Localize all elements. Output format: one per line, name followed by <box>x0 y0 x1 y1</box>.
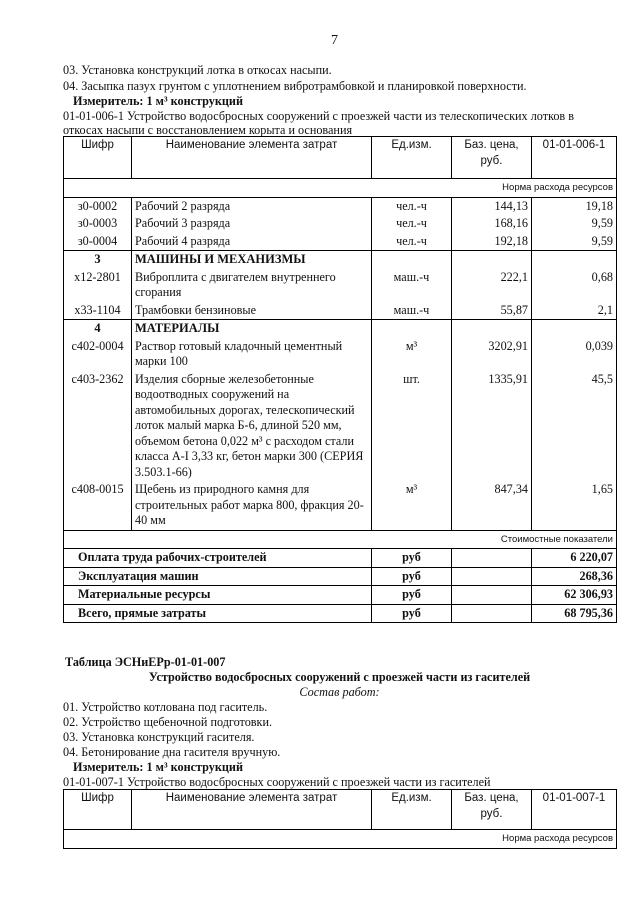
table-row <box>64 197 617 215</box>
item-title-line: 01-01-007-1 Устройство водосбросных сооружений с проезжей части из гасителей <box>63 775 491 789</box>
header-price: Баз. цена, руб. <box>452 137 532 179</box>
total-value: 6 220,07 <box>532 549 617 568</box>
name: Виброплита с двигателем внутреннего сгорания <box>132 269 372 302</box>
header-name: Наименование элемента затрат <box>132 790 372 830</box>
price: 168,16 <box>452 215 532 233</box>
measure-heading: Измеритель: 1 м³ конструкций <box>73 760 243 774</box>
price: 192,18 <box>452 233 532 251</box>
band-norm: Норма расхода ресурсов <box>64 179 617 198</box>
resource-table-2 <box>63 789 617 849</box>
norm: 19,18 <box>532 197 617 215</box>
total-value: 62 306,93 <box>532 586 617 605</box>
price: 144,13 <box>452 197 532 215</box>
header-code: Шифр <box>64 137 132 179</box>
header-norm-code: 01-01-006-1 <box>532 137 617 179</box>
intro-line: 03. Установка конструкций лотка в откосах насыпи. <box>63 63 332 77</box>
table-title: Устройство водосбросных сооружений с проезжей части из гасителей <box>148 670 531 684</box>
header-unit: Ед.изм. <box>372 790 452 830</box>
total-name: Материальные ресурсы <box>64 586 372 605</box>
work-item: 01. Устройство котлована под гаситель. <box>63 700 268 714</box>
norm: 1,65 <box>532 481 617 530</box>
price: 3202,91 <box>452 338 532 371</box>
unit: м³ <box>372 338 452 371</box>
header-price: Баз. цена, руб. <box>452 790 532 830</box>
name: Изделия сборные железобетонные водоотводных сооружений на автомобильных дорогах, телескопический лоток малый марка Б-6, длиной 520 мм, объемом бетона 0,022 м³ с расходом стали класса А-I 3,33 кг, бетон марки 300 (СЕРИЯ 3.503.1-66) <box>132 371 372 482</box>
total-row <box>64 567 617 586</box>
total-unit: руб <box>372 604 452 623</box>
header-name: Наименование элемента затрат <box>132 137 372 179</box>
measure-heading: Измеритель: 1 м³ конструкций <box>73 94 243 108</box>
total-row <box>64 549 617 568</box>
name: Трамбовки бензиновые <box>132 302 372 320</box>
name: Рабочий 2 разряда <box>132 197 372 215</box>
resource-table-1 <box>63 136 617 623</box>
header-norm-code: 01-01-007-1 <box>532 790 617 830</box>
unit: чел.-ч <box>372 233 452 251</box>
table-row <box>64 215 617 233</box>
code: з0-0003 <box>64 215 132 233</box>
unit: чел.-ч <box>372 215 452 233</box>
total-row <box>64 604 617 623</box>
table-row <box>64 269 617 302</box>
intro-line: 04. Засыпка пазух грунтом с уплотнением вибротрамбовкой и планировкой поверхности. <box>63 79 527 93</box>
table-caption: Таблица ЭСНиЕРр-01-01-007 <box>65 655 226 669</box>
unit: шт. <box>372 371 452 482</box>
code: с408-0015 <box>64 481 132 530</box>
code: х33-1104 <box>64 302 132 320</box>
section-title: МАШИНЫ И МЕХАНИЗМЫ <box>132 251 372 269</box>
norm: 9,59 <box>532 215 617 233</box>
section-number: 4 <box>64 320 132 338</box>
price: 222,1 <box>452 269 532 302</box>
code: х12-2801 <box>64 269 132 302</box>
total-unit: руб <box>372 567 452 586</box>
section-row <box>64 320 617 338</box>
unit: чел.-ч <box>372 197 452 215</box>
work-item: 04. Бетонирование дна гасителя вручную. <box>63 745 281 759</box>
table-row <box>64 233 617 251</box>
name: Щебень из природного камня для строительных работ марка 800, фракция 20-40 мм <box>132 481 372 530</box>
table-row <box>64 338 617 371</box>
table-row <box>64 371 617 482</box>
band-norm: Норма расхода ресурсов <box>64 830 617 849</box>
section-number: 3 <box>64 251 132 269</box>
section-title: МАТЕРИАЛЫ <box>132 320 372 338</box>
total-value: 68 795,36 <box>532 604 617 623</box>
total-name: Оплата труда рабочих-строителей <box>64 549 372 568</box>
unit: м³ <box>372 481 452 530</box>
unit: маш.-ч <box>372 302 452 320</box>
item-title-line: откосах насыпи с восстановлением корыта и основания <box>63 123 353 137</box>
total-row <box>64 586 617 605</box>
price: 847,34 <box>452 481 532 530</box>
price: 55,87 <box>452 302 532 320</box>
norm: 0,68 <box>532 269 617 302</box>
total-name: Эксплуатация машин <box>64 567 372 586</box>
section-row <box>64 251 617 269</box>
works-heading: Состав работ: <box>299 685 380 699</box>
norm: 2,1 <box>532 302 617 320</box>
header-unit: Ед.изм. <box>372 137 452 179</box>
unit: маш.-ч <box>372 269 452 302</box>
item-title-line: 01-01-006-1 Устройство водосбросных сооружений с проезжей части из телескопических лотков в <box>63 109 574 123</box>
work-item: 03. Установка конструкций гасителя. <box>63 730 255 744</box>
name: Рабочий 3 разряда <box>132 215 372 233</box>
price: 1335,91 <box>452 371 532 482</box>
code: з0-0002 <box>64 197 132 215</box>
norm: 9,59 <box>532 233 617 251</box>
page-number: 7 <box>331 33 338 48</box>
norm: 0,039 <box>532 338 617 371</box>
code: с403-2362 <box>64 371 132 482</box>
code: с402-0004 <box>64 338 132 371</box>
band-cost: Стоимостные показатели <box>64 530 617 549</box>
total-name: Всего, прямые затраты <box>64 604 372 623</box>
total-value: 268,36 <box>532 567 617 586</box>
total-unit: руб <box>372 586 452 605</box>
name: Раствор готовый кладочный цементный марки 100 <box>132 338 372 371</box>
header-code: Шифр <box>64 790 132 830</box>
table-row <box>64 481 617 530</box>
work-item: 02. Устройство щебеночной подготовки. <box>63 715 273 729</box>
table-row <box>64 302 617 320</box>
name: Рабочий 4 разряда <box>132 233 372 251</box>
code: з0-0004 <box>64 233 132 251</box>
norm: 45,5 <box>532 371 617 482</box>
total-unit: руб <box>372 549 452 568</box>
